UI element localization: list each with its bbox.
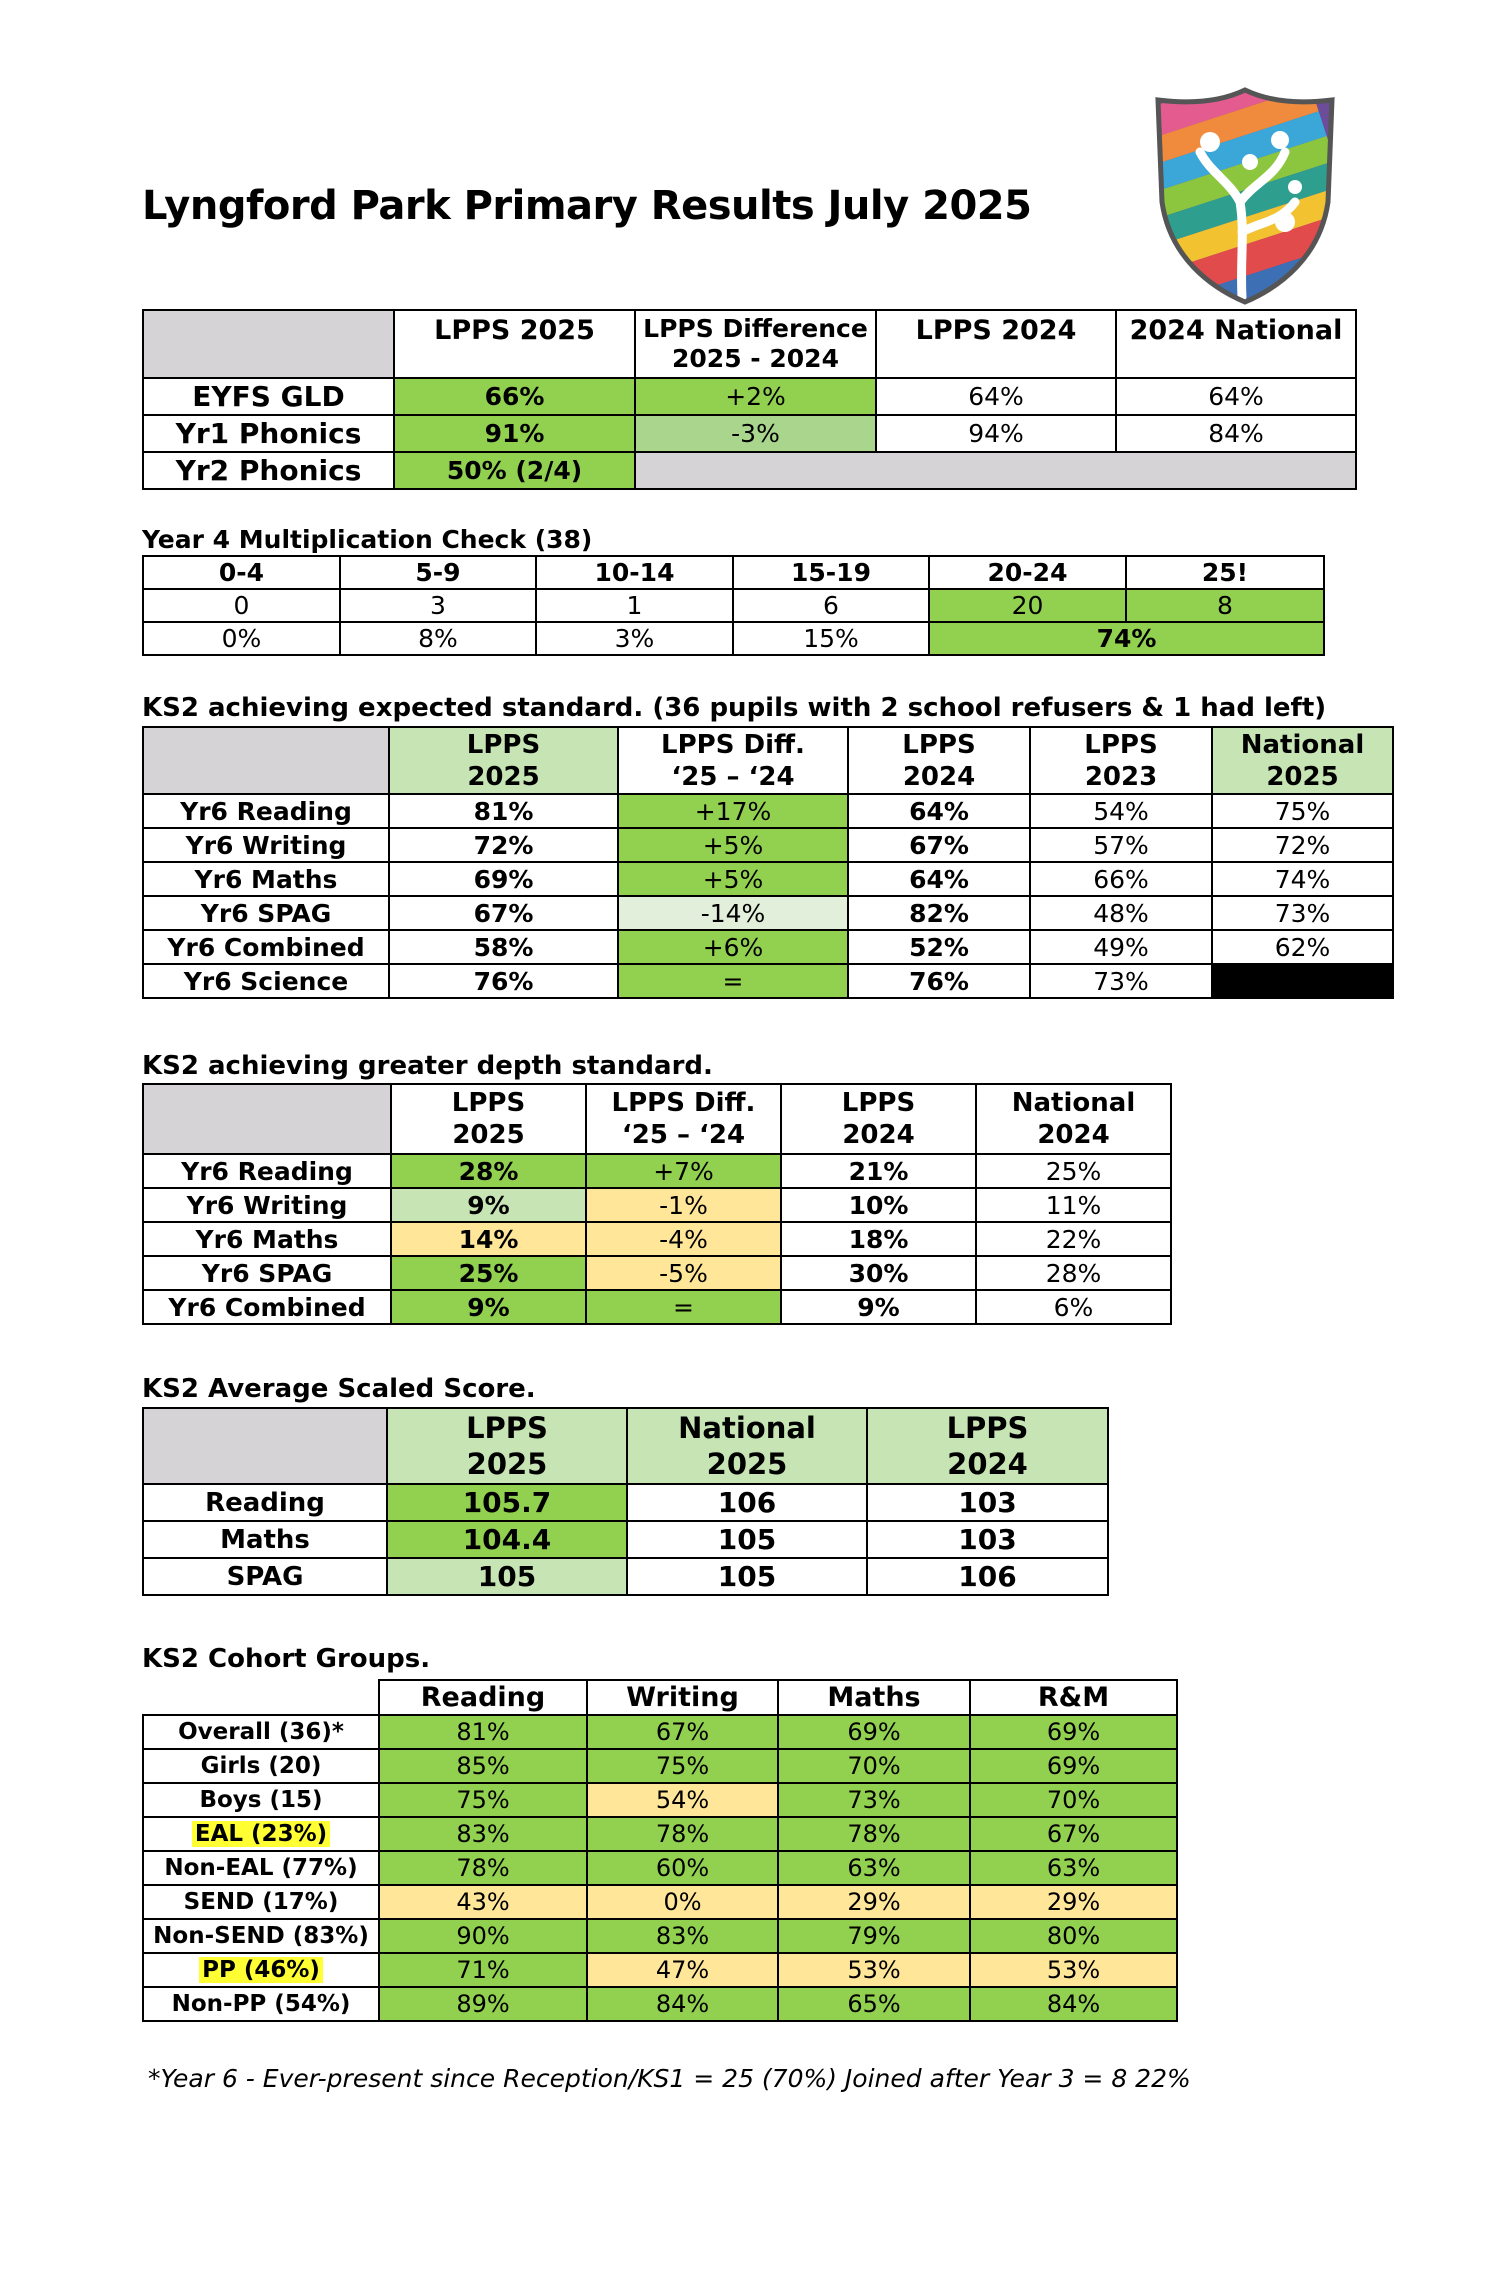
- header-cell: 20-24: [929, 556, 1126, 589]
- value-cell: 94%: [876, 415, 1116, 452]
- table-row: [143, 622, 1324, 655]
- page-title: Lyngford Park Primary Results July 2025: [142, 183, 1032, 229]
- value-cell: 105: [387, 1558, 627, 1595]
- value-cell: -3%: [635, 415, 876, 452]
- value-cell: =: [618, 964, 848, 998]
- value-cell: 69%: [970, 1749, 1177, 1783]
- header-cell: 5-9: [340, 556, 536, 589]
- value-cell: +7%: [586, 1154, 781, 1188]
- value-cell: 75%: [1212, 794, 1393, 828]
- value-cell: 85%: [379, 1749, 587, 1783]
- table-row: [143, 1188, 1171, 1222]
- header-cell: LPPS 2023: [1030, 727, 1212, 794]
- value-cell: 81%: [379, 1715, 587, 1749]
- cohort-caption: KS2 Cohort Groups.: [142, 1644, 431, 1674]
- table-row: [143, 896, 1393, 930]
- header-cell: National 2025: [1212, 727, 1393, 794]
- row-label: Yr6 Reading: [143, 794, 389, 828]
- row-label: Girls (20): [143, 1749, 379, 1783]
- value-cell: 63%: [778, 1851, 970, 1885]
- value-cell: 105: [627, 1558, 867, 1595]
- header-cell: Maths: [778, 1680, 970, 1715]
- table-row: [143, 930, 1393, 964]
- value-cell: 49%: [1030, 930, 1212, 964]
- value-cell: =: [586, 1290, 781, 1324]
- value-cell: 11%: [976, 1188, 1171, 1222]
- value-cell: 91%: [394, 415, 635, 452]
- value-cell: 106: [627, 1484, 867, 1521]
- header-cell: LPPS 2025: [391, 1084, 586, 1154]
- header-cell: National 2025: [627, 1408, 867, 1484]
- table-row: [143, 1154, 1171, 1188]
- value-cell: 74%: [1212, 862, 1393, 896]
- table-row: [143, 794, 1393, 828]
- value-cell: 106: [867, 1558, 1108, 1595]
- value-cell: 67%: [587, 1715, 778, 1749]
- table-row: [143, 862, 1393, 896]
- value-cell: 6%: [976, 1290, 1171, 1324]
- value-cell: 105.7: [387, 1484, 627, 1521]
- header-cell: LPPS Diff. ‘25 – ‘24: [618, 727, 848, 794]
- value-cell: 64%: [848, 794, 1030, 828]
- value-cell: 72%: [1212, 828, 1393, 862]
- table-row: [143, 964, 1393, 998]
- expected-caption: KS2 achieving expected standard. (36 pupils with 2 school refusers & 1 had left): [142, 693, 1327, 723]
- expected-standard-table: [142, 726, 1394, 999]
- greater-depth-table: [142, 1083, 1172, 1325]
- value-cell: 50% (2/4): [394, 452, 635, 489]
- value-cell: 52%: [848, 930, 1030, 964]
- value-cell: 8%: [340, 622, 536, 655]
- table-row: [143, 1885, 1177, 1919]
- value-cell: 25%: [976, 1154, 1171, 1188]
- table-row: [143, 1783, 1177, 1817]
- row-label: Yr6 Reading: [143, 1154, 391, 1188]
- table-row: [143, 1290, 1171, 1324]
- header-cell: Writing: [587, 1680, 778, 1715]
- row-label: Yr6 SPAG: [143, 896, 389, 930]
- header-cell: LPPS Diff. ‘25 – ‘24: [586, 1084, 781, 1154]
- value-cell: 0: [143, 589, 340, 622]
- table-row: [143, 1817, 1177, 1851]
- header-cell: LPPS 2024: [848, 727, 1030, 794]
- value-cell: 63%: [970, 1851, 1177, 1885]
- header-blank: [143, 1084, 391, 1154]
- header-blank: [143, 1680, 379, 1715]
- row-label: SEND (17%): [143, 1885, 379, 1919]
- row-label: EYFS GLD: [143, 378, 394, 415]
- row-label: [143, 1817, 379, 1851]
- value-cell: 82%: [848, 896, 1030, 930]
- value-cell: 29%: [970, 1885, 1177, 1919]
- value-cell: 20: [929, 589, 1126, 622]
- value-cell: 83%: [379, 1817, 587, 1851]
- value-cell: 1: [536, 589, 733, 622]
- value-cell: 30%: [781, 1256, 976, 1290]
- scaled-caption: KS2 Average Scaled Score.: [142, 1374, 536, 1404]
- table-row: [143, 1521, 1108, 1558]
- value-cell: 9%: [781, 1290, 976, 1324]
- value-cell: 69%: [778, 1715, 970, 1749]
- value-cell: 84%: [1116, 415, 1356, 452]
- table-header-row: [143, 1408, 1108, 1484]
- table-header-row: [143, 556, 1324, 589]
- row-label: Reading: [143, 1484, 387, 1521]
- value-cell: 47%: [587, 1953, 778, 1987]
- value-cell: 103: [867, 1521, 1108, 1558]
- value-cell: 54%: [1030, 794, 1212, 828]
- table-row: [143, 452, 1356, 489]
- value-cell: 9%: [391, 1188, 586, 1222]
- value-cell: 6: [733, 589, 929, 622]
- table-row: [143, 1851, 1177, 1885]
- row-label: Yr1 Phonics: [143, 415, 394, 452]
- cohort-groups-table: [142, 1679, 1178, 2022]
- value-cell: 103: [867, 1484, 1108, 1521]
- table-header-row: [143, 1680, 1177, 1715]
- row-label: Yr6 Writing: [143, 828, 389, 862]
- value-cell: 60%: [587, 1851, 778, 1885]
- value-cell: 73%: [1212, 896, 1393, 930]
- value-cell: 73%: [778, 1783, 970, 1817]
- value-cell: 28%: [976, 1256, 1171, 1290]
- value-cell: 64%: [848, 862, 1030, 896]
- header-cell: 25!: [1126, 556, 1324, 589]
- value-cell: -1%: [586, 1188, 781, 1222]
- value-cell: 10%: [781, 1188, 976, 1222]
- value-cell: 65%: [778, 1987, 970, 2021]
- row-label: Non-PP (54%): [143, 1987, 379, 2021]
- header-cell: 2024 National: [1116, 310, 1356, 378]
- value-cell: 69%: [970, 1715, 1177, 1749]
- table-row: [143, 1715, 1177, 1749]
- row-label: Non-SEND (83%): [143, 1919, 379, 1953]
- value-cell: 66%: [1030, 862, 1212, 896]
- value-cell: 29%: [778, 1885, 970, 1919]
- row-label: Non-EAL (77%): [143, 1851, 379, 1885]
- row-label: Yr6 Combined: [143, 930, 389, 964]
- mtc-caption: Year 4 Multiplication Check (38): [142, 525, 593, 554]
- row-label: Overall (36)*: [143, 1715, 379, 1749]
- value-cell: 53%: [970, 1953, 1177, 1987]
- value-cell: 64%: [1116, 378, 1356, 415]
- header-cell: R&M: [970, 1680, 1177, 1715]
- value-cell: 84%: [587, 1987, 778, 2021]
- value-cell: 18%: [781, 1222, 976, 1256]
- value-cell: 3: [340, 589, 536, 622]
- table-row: [143, 1222, 1171, 1256]
- row-label: Yr6 Science: [143, 964, 389, 998]
- value-cell: 74%: [929, 622, 1324, 655]
- table-row: [143, 1558, 1108, 1595]
- header-cell: National 2024: [976, 1084, 1171, 1154]
- value-cell: 8: [1126, 589, 1324, 622]
- value-cell: 67%: [848, 828, 1030, 862]
- value-cell: 64%: [876, 378, 1116, 415]
- row-label: Yr6 Maths: [143, 1222, 391, 1256]
- header-blank: [143, 727, 389, 794]
- value-cell: -5%: [586, 1256, 781, 1290]
- value-cell: 69%: [389, 862, 618, 896]
- value-cell: 14%: [391, 1222, 586, 1256]
- value-cell: 78%: [379, 1851, 587, 1885]
- value-cell: +17%: [618, 794, 848, 828]
- highlighted-label: EAL (23%): [192, 1821, 330, 1847]
- value-cell: 76%: [389, 964, 618, 998]
- table-row: [143, 828, 1393, 862]
- value-cell: 83%: [587, 1919, 778, 1953]
- value-cell: 70%: [778, 1749, 970, 1783]
- row-label: Maths: [143, 1521, 387, 1558]
- header-cell: LPPS 2025: [394, 310, 635, 378]
- value-cell: 71%: [379, 1953, 587, 1987]
- footnote: *Year 6 - Ever-present since Reception/KS1 = 25 (70%) Joined after Year 3 = 8 22%: [148, 2064, 1191, 2093]
- value-cell: 62%: [1212, 930, 1393, 964]
- value-cell: 67%: [970, 1817, 1177, 1851]
- value-cell: 75%: [587, 1749, 778, 1783]
- value-cell: 75%: [379, 1783, 587, 1817]
- value-cell: 90%: [379, 1919, 587, 1953]
- table-row: [143, 1987, 1177, 2021]
- value-cell: 76%: [848, 964, 1030, 998]
- row-label: Yr2 Phonics: [143, 452, 394, 489]
- header-blank: [143, 1408, 387, 1484]
- value-cell: 79%: [778, 1919, 970, 1953]
- value-cell: 43%: [379, 1885, 587, 1919]
- value-cell: 21%: [781, 1154, 976, 1188]
- value-cell: -4%: [586, 1222, 781, 1256]
- table-header-row: [143, 1084, 1171, 1154]
- table-row: [143, 415, 1356, 452]
- value-cell: 25%: [391, 1256, 586, 1290]
- value-cell: -14%: [618, 896, 848, 930]
- value-cell: +5%: [618, 828, 848, 862]
- table-row: [143, 589, 1324, 622]
- header-cell: LPPS Difference 2025 - 2024: [635, 310, 876, 378]
- highlighted-label: PP (46%): [199, 1957, 323, 1983]
- multiplication-check-table: [142, 555, 1325, 656]
- value-cell: 3%: [536, 622, 733, 655]
- scaled-score-table: [142, 1407, 1109, 1596]
- value-cell: 105: [627, 1521, 867, 1558]
- value-cell: 53%: [778, 1953, 970, 1987]
- school-crest-icon: [1150, 82, 1340, 307]
- row-label: Yr6 Maths: [143, 862, 389, 896]
- header-cell: Reading: [379, 1680, 587, 1715]
- value-cell: 73%: [1030, 964, 1212, 998]
- value-cell: 57%: [1030, 828, 1212, 862]
- value-cell: 80%: [970, 1919, 1177, 1953]
- value-cell: 0%: [587, 1885, 778, 1919]
- row-label: SPAG: [143, 1558, 387, 1595]
- value-cell: 78%: [587, 1817, 778, 1851]
- table-header-row: [143, 727, 1393, 794]
- value-cell: 72%: [389, 828, 618, 862]
- blank-cell: [1212, 964, 1393, 998]
- table-row: [143, 378, 1356, 415]
- value-cell: 89%: [379, 1987, 587, 2021]
- value-cell: 70%: [970, 1783, 1177, 1817]
- value-cell: 81%: [389, 794, 618, 828]
- value-cell: 0%: [143, 622, 340, 655]
- value-cell: 28%: [391, 1154, 586, 1188]
- value-cell: 104.4: [387, 1521, 627, 1558]
- header-cell: 10-14: [536, 556, 733, 589]
- header-cell: 0-4: [143, 556, 340, 589]
- table-row: [143, 1919, 1177, 1953]
- depth-caption: KS2 achieving greater depth standard.: [142, 1051, 713, 1081]
- value-cell: 15%: [733, 622, 929, 655]
- header-cell: LPPS 2025: [389, 727, 618, 794]
- value-cell: 78%: [778, 1817, 970, 1851]
- value-cell: 22%: [976, 1222, 1171, 1256]
- table-row: [143, 1484, 1108, 1521]
- table-header-row: [143, 310, 1356, 378]
- value-cell: 84%: [970, 1987, 1177, 2021]
- value-cell: 54%: [587, 1783, 778, 1817]
- value-cell: +2%: [635, 378, 876, 415]
- header-cell: LPPS 2024: [867, 1408, 1108, 1484]
- value-cell: +5%: [618, 862, 848, 896]
- header-cell: LPPS 2025: [387, 1408, 627, 1484]
- value-cell: 67%: [389, 896, 618, 930]
- value-cell: +6%: [618, 930, 848, 964]
- table-row: [143, 1749, 1177, 1783]
- table-row: [143, 1953, 1177, 1987]
- value-cell: 9%: [391, 1290, 586, 1324]
- value-cell: 58%: [389, 930, 618, 964]
- header-cell: LPPS 2024: [781, 1084, 976, 1154]
- row-label: Boys (15): [143, 1783, 379, 1817]
- value-cell: 48%: [1030, 896, 1212, 930]
- row-label: Yr6 SPAG: [143, 1256, 391, 1290]
- early-years-table: [142, 309, 1357, 490]
- value-cell: 66%: [394, 378, 635, 415]
- row-label: [143, 1953, 379, 1987]
- row-label: Yr6 Combined: [143, 1290, 391, 1324]
- blank-cell: [635, 452, 1356, 489]
- row-label: Yr6 Writing: [143, 1188, 391, 1222]
- header-blank: [143, 310, 394, 378]
- header-cell: LPPS 2024: [876, 310, 1116, 378]
- table-row: [143, 1256, 1171, 1290]
- header-cell: 15-19: [733, 556, 929, 589]
